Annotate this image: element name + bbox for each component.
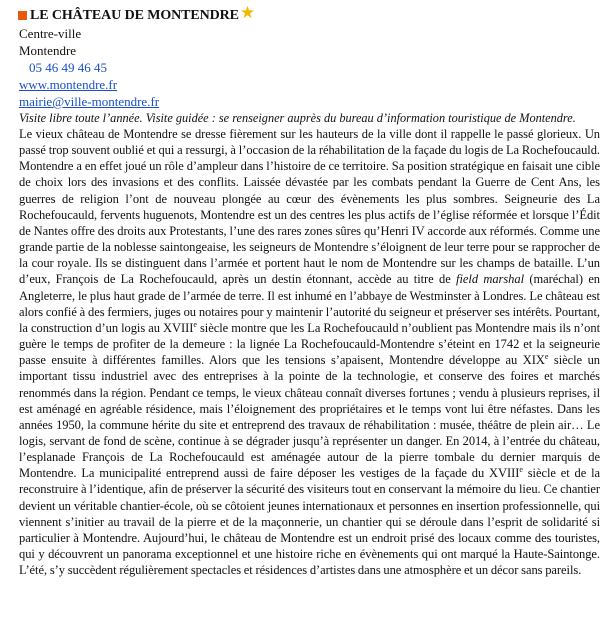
superscript-3: e — [519, 465, 523, 475]
description-part-1: Le vieux château de Montendre se dresse fièrement sur les hauteurs de la ville dont il rappelle le passé glorieux. Un passé trop souvent oublié et qui a ressurgi, à l’occasion de la réhabilitation de la façade du logis de La Rochefoucauld. Montendre a en effet joué un rôle d’ampleur dans l’histoire de ce territoire. Sa position stratégique en faisait une cible de choix lors des invasions et des conflits. Laissée dévastée par les combats pendant la Guerre de Cent Ans, les guerres de religion l’ont de nouveau plongée au cœur des évènements les plus sombres. Seigneurie des La Rochefoucauld, fervents huguenots, Montendre est un des centres les plus actifs de l’église réformée et lorsque l’Édit de Nantes offre des droits aux Protestants, l’une des rares zones sûres qu’Henri IV accorde aux réformés. Comme une grande partie de la noblesse saintongeaise, les seigneurs de Montendre s’éloignent de leur terre pour se rapprocher de la cour royale. Ils se distinguent dans l’armée et portent haut le nom de Montendre sur les champs de bataille. L’un d’eux, François de La Rochefoucauld, après un destin étonnant, accède au titre de — [19, 127, 600, 287]
description-part-5: siècle et de la reconstruire à l’identique, afin de préserver la sécurité des visiteurs tout en conservant la mémoire du lieu. Ce chantier devient un véritable chantier-école, où se côtoient jeunes internationaux et personnes en insertion professionnelle, qui viennent s’initier au travail de la pierre et de la maçonnerie, un chantier qui se déroule dans l’esprit de solidarité si particulier à Montendre. Aujourd’hui, le château de Montendre est un endroit prisé des locaux comme des touristes, qui y découvrent un panorama exceptionnel et une histoire riche en évènements qui ont marqué la Haute-Saintonge. L’été, s’y succèdent régulièrement spectacles et résidences d’artistes dans une atmosphère et un décor sans pareils. — [19, 466, 600, 578]
phone-number[interactable]: 05 46 49 46 45 — [29, 60, 107, 75]
star-icon: ★ — [239, 2, 256, 22]
orange-square-icon — [18, 11, 27, 20]
superscript-1: e — [193, 319, 197, 329]
description-italic-term: field marshal — [456, 272, 524, 287]
description-part-3: siècle montre que les La Rochefoucauld n’oublient pas Montendre mais ils n’ont guère le temps de profiter de la demeure : la lignée La Rochefoucauld-Montendre s’éteint en 1742 et la seigneurie passe ensuite à différentes familles. Alors que les tensions s’apaisent, Montendre développe au XIX — [19, 320, 600, 368]
address-line-2: Montendre — [19, 43, 77, 58]
visit-note: Visite libre toute l’année. Visite guidée : se renseigner auprès du bureau d’information touristique de Montendre. — [19, 111, 576, 125]
page-title: LE CHÂTEAU DE MONTENDRE — [30, 8, 239, 23]
contact-block — [19, 25, 600, 110]
website-link[interactable]: www.montendre.fr — [19, 77, 118, 92]
superscript-2: e — [544, 352, 549, 362]
description-paragraph — [19, 126, 600, 578]
title-row — [19, 2, 600, 25]
description-part-2: (maréchal) en Angleterre, le plus haut grade de l’armée de terre. Il est inhumé en l’abbaye de Westminster à Londres. Le château est alors confié à des fermiers, juges ou notaires pour y maintenir l’autorité du seigneur et préserver ses intérêts. Pourtant, la construction d’un logis au XVIII — [19, 272, 601, 335]
description-part-4: siècle un important tissu industriel avec des entreprises à la pointe de la technologie, et conserve des foires et marchés renommés dans la région. Pendant ce temps, le vieux château connaît diverses fortunes ; vendu à plusieurs reprises, il est aménagé en agréable résidence, mais l’éloignement des propriétaires et le temps vont lui être néfastes. Dans les années 1950, la commune hérite du site et entreprend des travaux de réhabilitation : musée, théâtre de plein air… Le logis, servant de fond de scène, continue à se dégrader jusqu’à représenter un danger. En 2014, à l’entrée du château, l’esplanade François de La Rochefoucauld est aménagée autour de la pierre tombale du dernier marquis de Montendre. La municipalité entreprend aussi de faire déposer les vestiges de la façade du XVIII — [19, 353, 600, 481]
address-line-1: Centre-ville — [19, 26, 82, 41]
email-link[interactable]: mairie@ville-montendre.fr — [19, 94, 160, 109]
